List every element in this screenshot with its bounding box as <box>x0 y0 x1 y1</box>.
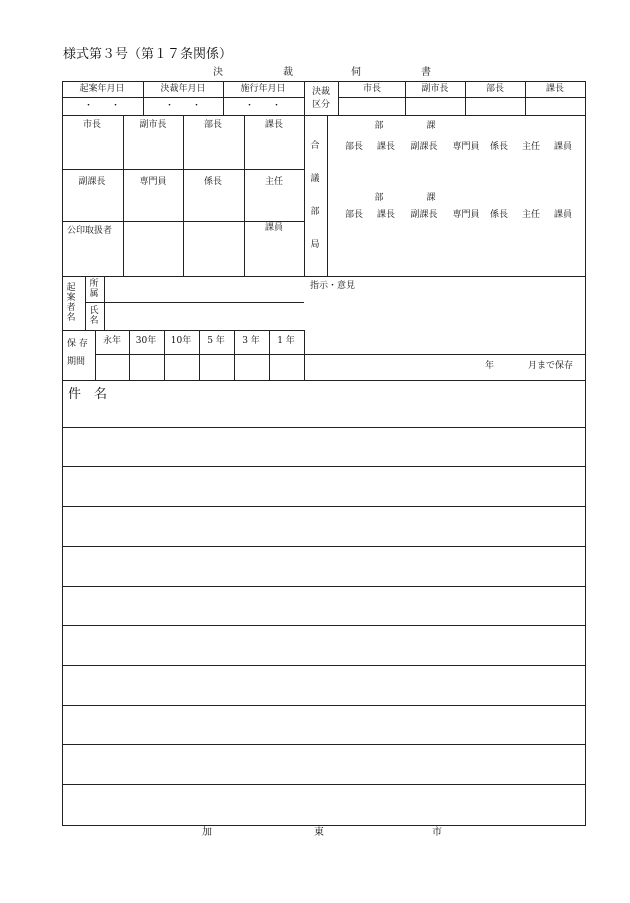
rule <box>304 330 305 380</box>
affiliation-label-char-1: 所 <box>89 279 99 289</box>
rule <box>85 276 86 330</box>
decision-date-header: 決裁年月日 <box>160 84 206 94</box>
approver-section-chief-label: 課長 <box>264 120 284 130</box>
consult-group2-col-5: 係長 <box>489 210 509 220</box>
decision-category-label-1: 決裁 <box>311 87 331 97</box>
rule <box>465 81 466 115</box>
rule <box>62 97 304 98</box>
consult-group2-col-2: 課長 <box>376 210 396 220</box>
retention-1-year[interactable]: 1 年 <box>277 336 295 346</box>
consult-group1-department: 部 <box>374 121 384 131</box>
consult-group1-col-3: 副課長 <box>410 142 438 152</box>
retention-label-1: 保 存 <box>67 339 88 349</box>
rule <box>327 115 328 276</box>
name-label-char-2: 名 <box>89 316 99 326</box>
consult-group1-section: 課 <box>426 121 436 131</box>
city-char-1: 加 <box>202 827 212 838</box>
rule <box>62 380 585 381</box>
retention-5-years[interactable]: 5 年 <box>207 336 225 346</box>
approver-deputy-chief-label: 副課長 <box>78 177 106 187</box>
draft-date-header: 起案年月日 <box>79 84 125 94</box>
title-char-4: 書 <box>421 67 431 78</box>
approver-specialist-label: 専門員 <box>139 177 167 187</box>
consult-side-char-3: 部 <box>310 207 320 217</box>
city-char-3: 市 <box>432 827 442 838</box>
consult-side-char-2: 議 <box>310 174 320 184</box>
consult-group2-department: 部 <box>374 193 384 203</box>
instruction-opinion-field[interactable] <box>306 296 582 352</box>
consult-group2-col-4: 専門員 <box>452 210 480 220</box>
approver-staff-label: 課員 <box>264 223 284 233</box>
category-director: 部長 <box>485 84 505 94</box>
category-section-chief: 課長 <box>545 84 565 94</box>
consult-group1-col-4: 専門員 <box>452 142 480 152</box>
consult-group2-section: 課 <box>426 193 436 203</box>
instruction-opinion-label: 指示・意見 <box>310 281 356 291</box>
drafter-side-char-2: 案 <box>66 293 76 303</box>
category-mayor: 市長 <box>362 84 382 94</box>
consult-group1-col-5: 係長 <box>489 142 509 152</box>
consult-group1-col-2: 課長 <box>376 142 396 152</box>
retention-30-years[interactable]: 30年 <box>135 336 157 346</box>
drafter-side-char-3: 者 <box>66 303 76 313</box>
rule <box>304 81 305 276</box>
subject-field[interactable] <box>64 406 582 822</box>
approver-director-label: 部長 <box>203 120 223 130</box>
retention-permanent[interactable]: 永年 <box>102 336 122 346</box>
rule <box>62 276 585 277</box>
form-number-label: 様式第３号（第１７条関係） <box>63 47 233 62</box>
city-char-2: 東 <box>314 827 324 838</box>
rule <box>95 354 585 355</box>
rule <box>129 330 130 380</box>
title-char-3: 伺 <box>351 67 361 78</box>
consult-group1-col-6: 主任 <box>521 142 541 152</box>
subject-label: 件 名 <box>68 387 108 402</box>
drafter-side-char-1: 起 <box>66 283 76 293</box>
rule <box>338 97 585 98</box>
name-label-char-1: 氏 <box>89 306 99 316</box>
title-char-2: 裁 <box>283 67 293 78</box>
consult-group1-col-1: 部長 <box>344 142 364 152</box>
rule <box>104 276 105 330</box>
enforce-date-field[interactable]: ・ ・ <box>244 101 282 111</box>
enforce-date-header: 施行年月日 <box>240 84 286 94</box>
rule <box>234 330 235 380</box>
drafter-side-char-4: 名 <box>66 313 76 323</box>
retention-until-text: 月まで保存 <box>528 361 574 371</box>
rule <box>338 81 339 115</box>
affiliation-field[interactable] <box>106 278 302 300</box>
approver-unit-chief-label: 係長 <box>203 177 223 187</box>
rule <box>405 81 406 115</box>
consult-side-char-1: 合 <box>310 141 320 151</box>
rule <box>199 330 200 380</box>
category-deputy-mayor: 副市長 <box>421 84 449 94</box>
drafter-name-field[interactable] <box>106 304 302 328</box>
draft-date-field[interactable]: ・ ・ <box>83 101 121 111</box>
rule <box>143 81 144 115</box>
retention-label-2: 期間 <box>67 357 86 367</box>
rule <box>164 330 165 380</box>
rule <box>62 330 304 331</box>
title-char-1: 決 <box>213 67 223 78</box>
approver-senior-staff-label: 主任 <box>264 177 284 187</box>
rule <box>123 115 124 276</box>
consult-group2-col-6: 主任 <box>521 210 541 220</box>
rule <box>62 115 585 116</box>
rule <box>183 115 184 276</box>
rule <box>95 330 96 380</box>
retention-10-years[interactable]: 10年 <box>170 336 192 346</box>
consult-group1-col-7: 課員 <box>553 142 573 152</box>
rule <box>525 81 526 115</box>
approver-mayor-label: 市長 <box>82 120 102 130</box>
seal-handler-label: 公印取扱者 <box>67 226 113 236</box>
consult-group2-col-1: 部長 <box>344 210 364 220</box>
decision-date-field[interactable]: ・ ・ <box>164 101 202 111</box>
retention-3-years[interactable]: 3 年 <box>242 336 260 346</box>
consult-side-char-4: 局 <box>310 240 320 250</box>
rule <box>269 330 270 380</box>
retention-until-year: 年 <box>485 361 495 371</box>
rule <box>244 115 245 276</box>
consult-group2-col-7: 課員 <box>553 210 573 220</box>
decision-category-label-2: 区分 <box>311 100 331 110</box>
consult-group2-col-3: 副課長 <box>410 210 438 220</box>
rule <box>223 81 224 115</box>
affiliation-label-char-2: 属 <box>89 289 99 299</box>
approver-deputy-mayor-label: 副市長 <box>139 120 167 130</box>
rule <box>85 302 304 303</box>
